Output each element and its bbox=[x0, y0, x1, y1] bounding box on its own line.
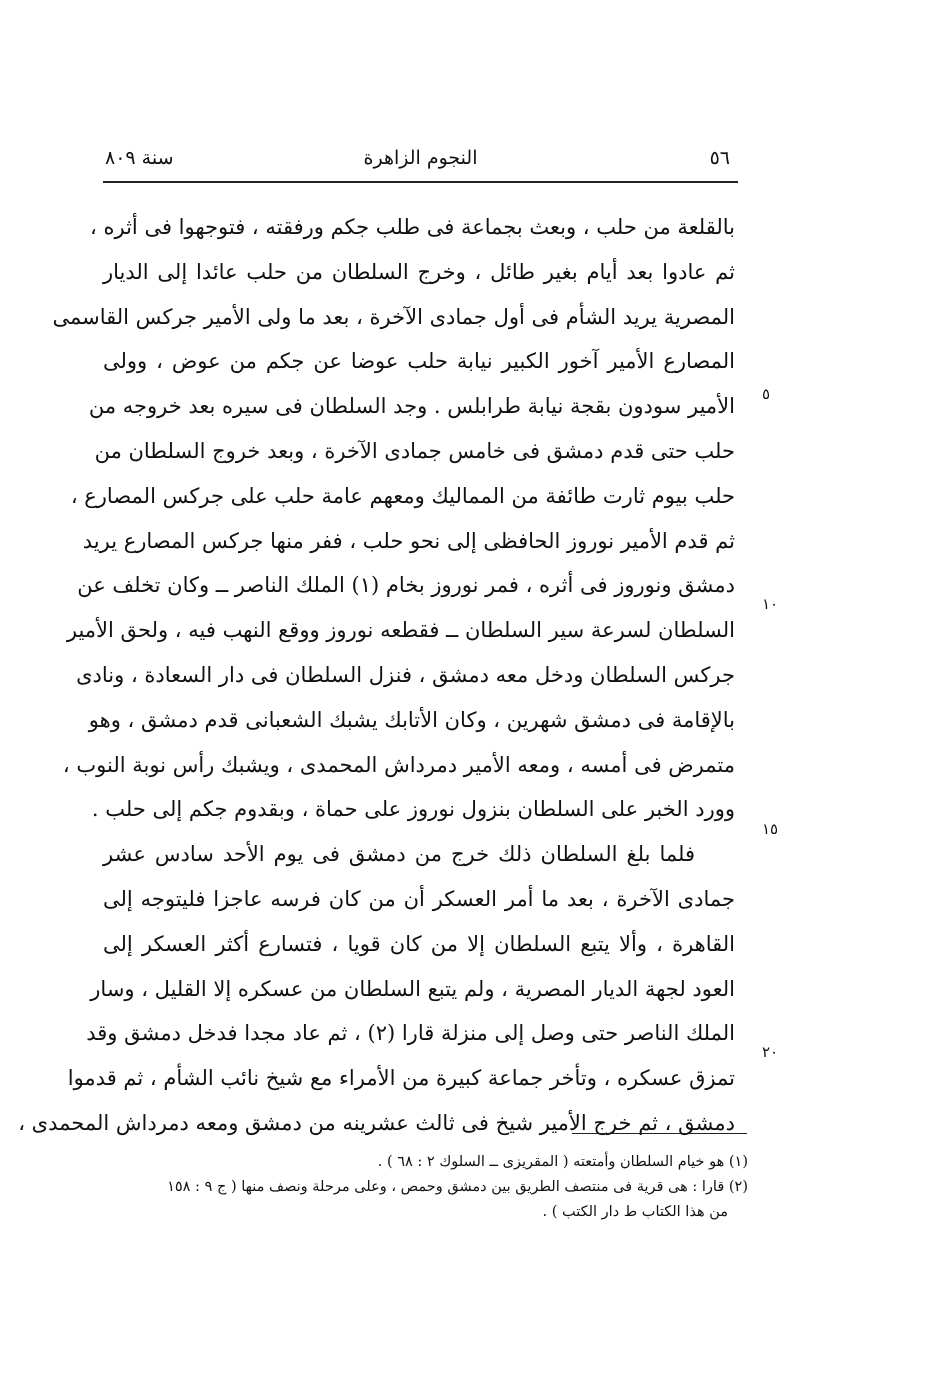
line-number: ٢٠ bbox=[762, 1043, 779, 1061]
text-line: حلب حتى قدم دمشق فى خامس جمادى الآخرة ، وبعد خروج السلطان من bbox=[94, 438, 735, 463]
text-line: فلما بلغ السلطان ذلك خرج من دمشق فى يوم الأحد سادس عشر bbox=[103, 842, 695, 867]
footnotes bbox=[103, 1150, 748, 1225]
line-number: ٥ bbox=[762, 385, 771, 403]
text-line: العود لجهة الديار المصرية ، ولم يتبع السلطان من عسكره إلا القليل ، وسار bbox=[90, 976, 735, 1001]
header-rule bbox=[103, 181, 738, 183]
page-number: ٥٦ bbox=[709, 147, 730, 169]
text-line: بالإقامة فى دمشق شهرين ، وكان الأتابك يشبك الشعبانى قدم دمشق ، وهو bbox=[88, 707, 735, 732]
text-line: حلب بيوم ثارت طائفة من المماليك ومعهم عامة حلب على جركس المصارع ، bbox=[70, 483, 735, 508]
text-line: المصرية يريد الشأم فى أول جمادى الآخرة ، بعد ما ولى الأمير جركس القاسمى bbox=[52, 304, 735, 329]
running-title: النجوم الزاهرة bbox=[363, 147, 478, 169]
footnote-rule bbox=[572, 1133, 747, 1134]
text-line: القاهرة ، وألا يتبع السلطان إلا من كان قويا ، فتسارع أكثر العسكر إلى bbox=[103, 931, 735, 956]
text-line: المصارع الأمير آخور الكبير نيابة حلب عوضا عن جكم من عوض ، وولى bbox=[103, 349, 735, 374]
text-line: جمادى الآخرة ، بعد ما أمر العسكر أن من كان فرسه عاجزا فليتوجه إلى bbox=[103, 886, 735, 911]
text-line: دمشق ونوروز فى أثره ، فمر نوروز بخام (١) الملك الناصر ــ وكان تخلف عن bbox=[77, 573, 735, 598]
text-line: ثم قدم الأمير نوروز الحافظى إلى نحو حلب ، ففر منها جركس المصارع يريد bbox=[82, 528, 735, 553]
footnote: (١) هو خيام السلطان وأمتعته ( المقريزى ــ السلوك ٢ : ٦٨ ) . bbox=[377, 1154, 748, 1170]
text-line: جركس السلطان ودخل معه دمشق ، فنزل السلطان فى دار السعادة ، ونادى bbox=[76, 662, 735, 687]
text-line: ثم عادوا بعد أيام بغير طائل ، وخرج السلطان من حلب عائدا إلى الديار bbox=[103, 259, 735, 284]
line-number: ١٠ bbox=[762, 595, 779, 613]
text-line: دمشق ، ثم خرج الأمير شيخ فى ثالث عشرينه من دمشق ومعه دمرداش المحمدى ، bbox=[18, 1110, 735, 1135]
text-line: الملك الناصر حتى وصل إلى منزلة قارا (٢) ، ثم عاد مجدا فدخل دمشق وقد bbox=[86, 1021, 735, 1046]
text-line: السلطان لسرعة سير السلطان ــ فقطعه نوروز ووقع النهب فيه ، ولحق الأمير bbox=[66, 618, 735, 643]
footnote: (٢) قارا : هى قرية فى منتصف الطريق بين دمشق وحمص ، وعلى مرحلة ونصف منها ( ج ٩ : ١٥٨ bbox=[167, 1179, 748, 1195]
text-line: متمرض فى أمسه ، ومعه الأمير دمرداش المحمدى ، ويشبك رأس نوبة النوب ، bbox=[62, 752, 735, 777]
text-line: الأمير سودون بقجة نيابة طرابلس . وجد السلطان فى سيره بعد خروجه من bbox=[88, 394, 735, 419]
page-header bbox=[103, 143, 738, 179]
body-text bbox=[18, 205, 735, 1146]
text-line: تمزق عسكره ، وتأخر جماعة كبيرة من الأمراء مع شيخ نائب الشأم ، ثم قدموا bbox=[67, 1066, 735, 1091]
text-line: وورد الخبر على السلطان بنزول نوروز على حماة ، وبقدوم جكم إلى حلب . bbox=[91, 797, 735, 822]
line-number: ١٥ bbox=[762, 820, 779, 838]
footnote-continuation: من هذا الكتاب ط دار الكتب ) . bbox=[542, 1204, 728, 1220]
text-line: بالقلعة من حلب ، وبعث بجماعة فى طلب جكم ورفقته ، فتوجهوا فى أثره ، bbox=[90, 215, 735, 239]
year-label: سنة ٨٠٩ bbox=[105, 147, 174, 169]
